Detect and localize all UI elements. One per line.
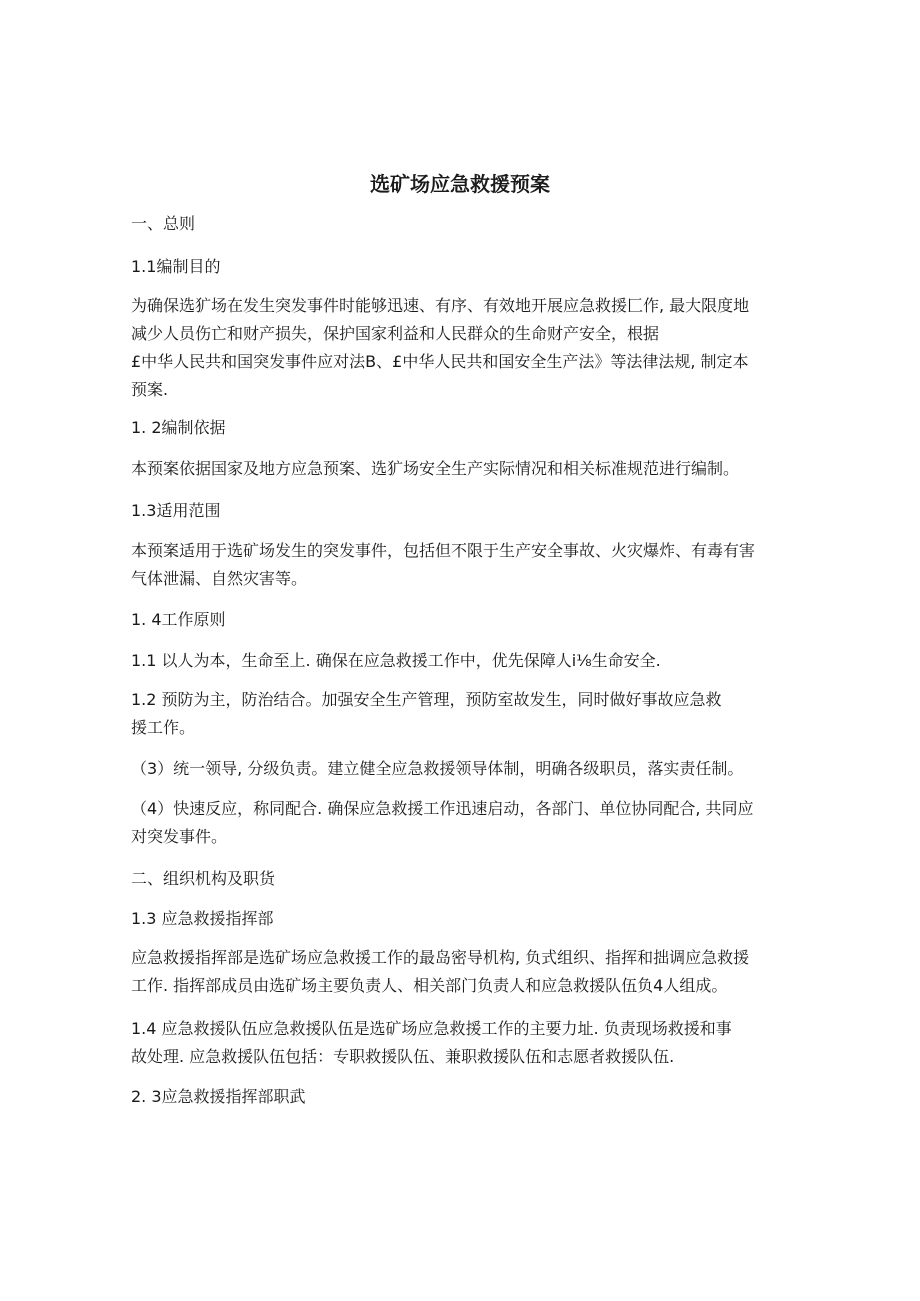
section-1-3-body — [131, 537, 793, 593]
body-line: 预案. — [131, 380, 169, 399]
body-line: 本预案适用于选矿场发生的突发事件，包括但不限于生产安全事故、火灾爆炸、有毒有害 — [131, 541, 756, 560]
section-1-3-heading: 1.3适用范围 — [131, 501, 221, 520]
section-1-1-body — [131, 292, 793, 404]
principle-1: 1.1 以人为本，生命至上. 确保在应急救援工作中，优先保障人i⅛生命安全. — [131, 651, 661, 670]
body-line: （4）快速反应，称同配合. 确保应急救援工作迅速启动，各部门、单位协同配合, 共同应 — [131, 799, 754, 818]
document-title: 选矿场应急救援预案 — [370, 172, 550, 196]
section-1-2-heading: 1. 2编制依据 — [131, 418, 226, 437]
body-line: £中华人民共和国突发事件应对法B、£中华人民共和国安全生产法》等法律法规, 制定本 — [131, 352, 749, 371]
section-1-heading: 一、总则 — [131, 214, 196, 233]
section-1-2-body: 本预案依据国家及地方应急预案、选犷场安全生产实际情况和相关标准规范进行编制。 — [131, 459, 740, 478]
body-line: 应急救援指挥部是选矿场应急救援工作的最岛密导机构, 负式组织、指挥和拙调应急救援 — [131, 948, 750, 967]
section-2-1-body — [131, 944, 793, 1000]
body-line: 减少人员伤亡和财产损失，保护国家利益和人民群众的生命财产安全，根据 — [131, 324, 660, 343]
section-1-4-heading: 1. 4工作原则 — [131, 610, 226, 629]
body-line: 对突发事件。 — [131, 827, 228, 846]
principle-3: （3）统一领导, 分级负责。建立健全应急救援领导体制，明确各级职员，落实责任制。 — [131, 759, 744, 778]
body-line: 为确保选犷场在发生突发事件时能够迅速、有序、有效地开展应急救援匚作, 最大限度地 — [131, 296, 750, 315]
body-line: 援工作。 — [131, 718, 196, 737]
section-1-1-heading: 1.1编制目的 — [131, 257, 221, 276]
body-line: 故处理. 应急救援队伍包括：专职救援队伍、兼职救援队伍和志愿者救援队伍. — [131, 1047, 675, 1066]
principle-2 — [131, 686, 793, 742]
principle-4 — [131, 795, 793, 851]
body-line: 气体泄漏、自然灾害等。 — [131, 569, 308, 588]
body-line: 1.2 预防为主，防治结合。加强安全生产管理，预防室故发生，同时做好事故应急救 — [131, 690, 722, 709]
section-2-1-heading: 1.3 应急救援指挥部 — [131, 909, 274, 928]
section-2-heading: 二、组织机构及职货 — [131, 869, 276, 888]
body-line: 工作. 指挥部成员由选矿场主要负责人、相关部门负责人和应急救援队伍负4人组成。 — [131, 976, 728, 995]
body-line: 1.4 应急救援队伍应急救援队伍是选矿场应急救援工作的主要力址. 负责现场救援和事 — [131, 1019, 732, 1038]
section-2-3-heading: 2. 3应急救援指挥部职武 — [131, 1087, 306, 1106]
section-2-2-body — [131, 1015, 793, 1071]
